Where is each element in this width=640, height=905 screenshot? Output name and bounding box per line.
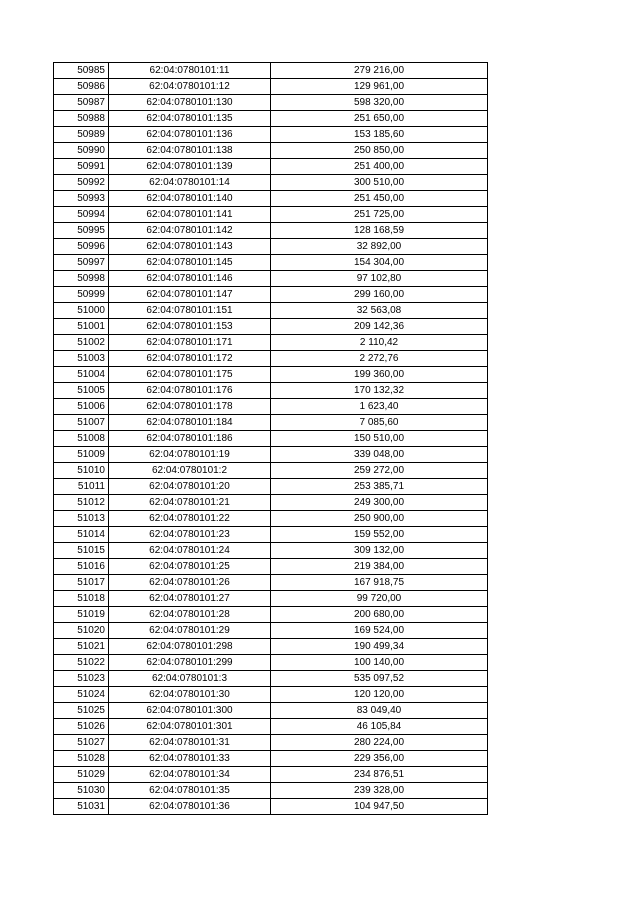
cadastral-number-cell: 62:04:0780101:22 [109, 511, 271, 527]
row-number-cell: 50985 [54, 63, 109, 79]
value-cell: 154 304,00 [271, 255, 488, 271]
table-row [54, 767, 488, 783]
table-row [54, 319, 488, 335]
table-row [54, 159, 488, 175]
row-number-cell: 51007 [54, 415, 109, 431]
table-row [54, 175, 488, 191]
value-cell: 250 900,00 [271, 511, 488, 527]
cadastral-number-cell: 62:04:0780101:34 [109, 767, 271, 783]
value-cell: 309 132,00 [271, 543, 488, 559]
row-number-cell: 51019 [54, 607, 109, 623]
cadastral-number-cell: 62:04:0780101:20 [109, 479, 271, 495]
row-number-cell: 51003 [54, 351, 109, 367]
cadastral-number-cell: 62:04:0780101:145 [109, 255, 271, 271]
row-number-cell: 51008 [54, 431, 109, 447]
table-row [54, 223, 488, 239]
cadastral-number-cell: 62:04:0780101:36 [109, 799, 271, 815]
row-number-cell: 50995 [54, 223, 109, 239]
row-number-cell: 51000 [54, 303, 109, 319]
row-number-cell: 51011 [54, 479, 109, 495]
value-cell: 279 216,00 [271, 63, 488, 79]
row-number-cell: 50993 [54, 191, 109, 207]
table-row [54, 687, 488, 703]
table-row [54, 351, 488, 367]
row-number-cell: 51025 [54, 703, 109, 719]
cadastral-number-cell: 62:04:0780101:299 [109, 655, 271, 671]
cadastral-number-cell: 62:04:0780101:2 [109, 463, 271, 479]
value-cell: 339 048,00 [271, 447, 488, 463]
table-row [54, 607, 488, 623]
table-row [54, 239, 488, 255]
row-number-cell: 51029 [54, 767, 109, 783]
value-cell: 199 360,00 [271, 367, 488, 383]
value-cell: 159 552,00 [271, 527, 488, 543]
row-number-cell: 50990 [54, 143, 109, 159]
cadastral-number-cell: 62:04:0780101:178 [109, 399, 271, 415]
table-row [54, 671, 488, 687]
row-number-cell: 51024 [54, 687, 109, 703]
table-row [54, 207, 488, 223]
value-cell: 219 384,00 [271, 559, 488, 575]
cadastral-number-cell: 62:04:0780101:25 [109, 559, 271, 575]
value-cell: 535 097,52 [271, 671, 488, 687]
value-cell: 2 272,76 [271, 351, 488, 367]
cadastral-number-cell: 62:04:0780101:141 [109, 207, 271, 223]
value-cell: 598 320,00 [271, 95, 488, 111]
cadastral-number-cell: 62:04:0780101:139 [109, 159, 271, 175]
table-row [54, 511, 488, 527]
table-row [54, 335, 488, 351]
cadastral-number-cell: 62:04:0780101:19 [109, 447, 271, 463]
cadastral-number-cell: 62:04:0780101:147 [109, 287, 271, 303]
value-cell: 128 168,59 [271, 223, 488, 239]
table-row [54, 655, 488, 671]
cadastral-number-cell: 62:04:0780101:24 [109, 543, 271, 559]
value-cell: 104 947,50 [271, 799, 488, 815]
value-cell: 2 110,42 [271, 335, 488, 351]
table-row [54, 783, 488, 799]
value-cell: 300 510,00 [271, 175, 488, 191]
cadastral-number-cell: 62:04:0780101:142 [109, 223, 271, 239]
cadastral-number-cell: 62:04:0780101:135 [109, 111, 271, 127]
cadastral-number-cell: 62:04:0780101:186 [109, 431, 271, 447]
value-cell: 280 224,00 [271, 735, 488, 751]
value-cell: 32 892,00 [271, 239, 488, 255]
cadastral-number-cell: 62:04:0780101:140 [109, 191, 271, 207]
row-number-cell: 51009 [54, 447, 109, 463]
value-cell: 190 499,34 [271, 639, 488, 655]
value-cell: 99 720,00 [271, 591, 488, 607]
value-cell: 46 105,84 [271, 719, 488, 735]
value-cell: 253 385,71 [271, 479, 488, 495]
row-number-cell: 50997 [54, 255, 109, 271]
cadastral-number-cell: 62:04:0780101:27 [109, 591, 271, 607]
row-number-cell: 51012 [54, 495, 109, 511]
table-row [54, 399, 488, 415]
table-row [54, 591, 488, 607]
table-row [54, 575, 488, 591]
value-cell: 229 356,00 [271, 751, 488, 767]
table-row [54, 143, 488, 159]
cadastral-number-cell: 62:04:0780101:31 [109, 735, 271, 751]
cadastral-number-cell: 62:04:0780101:26 [109, 575, 271, 591]
table-row [54, 463, 488, 479]
value-cell: 259 272,00 [271, 463, 488, 479]
table-row [54, 543, 488, 559]
table-row [54, 127, 488, 143]
table-row [54, 799, 488, 815]
cadastral-value-table [53, 62, 488, 815]
value-cell: 120 120,00 [271, 687, 488, 703]
value-cell: 249 300,00 [271, 495, 488, 511]
value-cell: 170 132,32 [271, 383, 488, 399]
row-number-cell: 51018 [54, 591, 109, 607]
row-number-cell: 51021 [54, 639, 109, 655]
value-cell: 100 140,00 [271, 655, 488, 671]
value-cell: 251 450,00 [271, 191, 488, 207]
cadastral-number-cell: 62:04:0780101:143 [109, 239, 271, 255]
cadastral-number-cell: 62:04:0780101:301 [109, 719, 271, 735]
value-cell: 251 725,00 [271, 207, 488, 223]
value-cell: 200 680,00 [271, 607, 488, 623]
table-row [54, 719, 488, 735]
row-number-cell: 51006 [54, 399, 109, 415]
row-number-cell: 50988 [54, 111, 109, 127]
table-row [54, 703, 488, 719]
table-body [54, 63, 488, 815]
cadastral-number-cell: 62:04:0780101:33 [109, 751, 271, 767]
value-cell: 167 918,75 [271, 575, 488, 591]
value-cell: 169 524,00 [271, 623, 488, 639]
cadastral-number-cell: 62:04:0780101:146 [109, 271, 271, 287]
table-row [54, 623, 488, 639]
row-number-cell: 50992 [54, 175, 109, 191]
value-cell: 299 160,00 [271, 287, 488, 303]
table-row [54, 735, 488, 751]
cadastral-number-cell: 62:04:0780101:21 [109, 495, 271, 511]
value-cell: 7 085,60 [271, 415, 488, 431]
table-row [54, 527, 488, 543]
value-cell: 250 850,00 [271, 143, 488, 159]
row-number-cell: 50996 [54, 239, 109, 255]
value-cell: 251 650,00 [271, 111, 488, 127]
row-number-cell: 51017 [54, 575, 109, 591]
row-number-cell: 51001 [54, 319, 109, 335]
row-number-cell: 51020 [54, 623, 109, 639]
row-number-cell: 51013 [54, 511, 109, 527]
value-cell: 32 563,08 [271, 303, 488, 319]
cadastral-number-cell: 62:04:0780101:11 [109, 63, 271, 79]
row-number-cell: 51005 [54, 383, 109, 399]
cadastral-number-cell: 62:04:0780101:176 [109, 383, 271, 399]
row-number-cell: 51030 [54, 783, 109, 799]
value-cell: 239 328,00 [271, 783, 488, 799]
table-row [54, 559, 488, 575]
row-number-cell: 50986 [54, 79, 109, 95]
cadastral-number-cell: 62:04:0780101:29 [109, 623, 271, 639]
table-row [54, 447, 488, 463]
cadastral-number-cell: 62:04:0780101:138 [109, 143, 271, 159]
value-cell: 1 623,40 [271, 399, 488, 415]
table-row [54, 639, 488, 655]
cadastral-number-cell: 62:04:0780101:171 [109, 335, 271, 351]
row-number-cell: 51031 [54, 799, 109, 815]
table-row [54, 255, 488, 271]
table-row [54, 191, 488, 207]
value-cell: 129 961,00 [271, 79, 488, 95]
row-number-cell: 51023 [54, 671, 109, 687]
row-number-cell: 50999 [54, 287, 109, 303]
table-row [54, 303, 488, 319]
table-row [54, 431, 488, 447]
row-number-cell: 50987 [54, 95, 109, 111]
value-cell: 83 049,40 [271, 703, 488, 719]
cadastral-number-cell: 62:04:0780101:3 [109, 671, 271, 687]
cadastral-number-cell: 62:04:0780101:175 [109, 367, 271, 383]
value-cell: 209 142,36 [271, 319, 488, 335]
row-number-cell: 51010 [54, 463, 109, 479]
table-row [54, 751, 488, 767]
row-number-cell: 50998 [54, 271, 109, 287]
row-number-cell: 50994 [54, 207, 109, 223]
row-number-cell: 51027 [54, 735, 109, 751]
row-number-cell: 51022 [54, 655, 109, 671]
table-row [54, 95, 488, 111]
cadastral-number-cell: 62:04:0780101:130 [109, 95, 271, 111]
value-cell: 251 400,00 [271, 159, 488, 175]
row-number-cell: 51028 [54, 751, 109, 767]
row-number-cell: 51016 [54, 559, 109, 575]
cadastral-number-cell: 62:04:0780101:298 [109, 639, 271, 655]
cadastral-number-cell: 62:04:0780101:136 [109, 127, 271, 143]
row-number-cell: 51015 [54, 543, 109, 559]
table-row [54, 495, 488, 511]
cadastral-number-cell: 62:04:0780101:28 [109, 607, 271, 623]
cadastral-number-cell: 62:04:0780101:23 [109, 527, 271, 543]
table-row [54, 271, 488, 287]
cadastral-number-cell: 62:04:0780101:300 [109, 703, 271, 719]
value-cell: 153 185,60 [271, 127, 488, 143]
value-cell: 97 102,80 [271, 271, 488, 287]
row-number-cell: 50991 [54, 159, 109, 175]
cadastral-number-cell: 62:04:0780101:14 [109, 175, 271, 191]
cadastral-number-cell: 62:04:0780101:151 [109, 303, 271, 319]
table-row [54, 287, 488, 303]
cadastral-number-cell: 62:04:0780101:35 [109, 783, 271, 799]
cadastral-number-cell: 62:04:0780101:12 [109, 79, 271, 95]
table-row [54, 111, 488, 127]
table-row [54, 79, 488, 95]
row-number-cell: 51014 [54, 527, 109, 543]
table-row [54, 383, 488, 399]
table-row [54, 63, 488, 79]
value-cell: 234 876,51 [271, 767, 488, 783]
row-number-cell: 51004 [54, 367, 109, 383]
cadastral-number-cell: 62:04:0780101:153 [109, 319, 271, 335]
table-row [54, 479, 488, 495]
table-row [54, 367, 488, 383]
row-number-cell: 51026 [54, 719, 109, 735]
table-row [54, 415, 488, 431]
row-number-cell: 51002 [54, 335, 109, 351]
row-number-cell: 50989 [54, 127, 109, 143]
cadastral-number-cell: 62:04:0780101:172 [109, 351, 271, 367]
cadastral-number-cell: 62:04:0780101:30 [109, 687, 271, 703]
value-cell: 150 510,00 [271, 431, 488, 447]
cadastral-number-cell: 62:04:0780101:184 [109, 415, 271, 431]
